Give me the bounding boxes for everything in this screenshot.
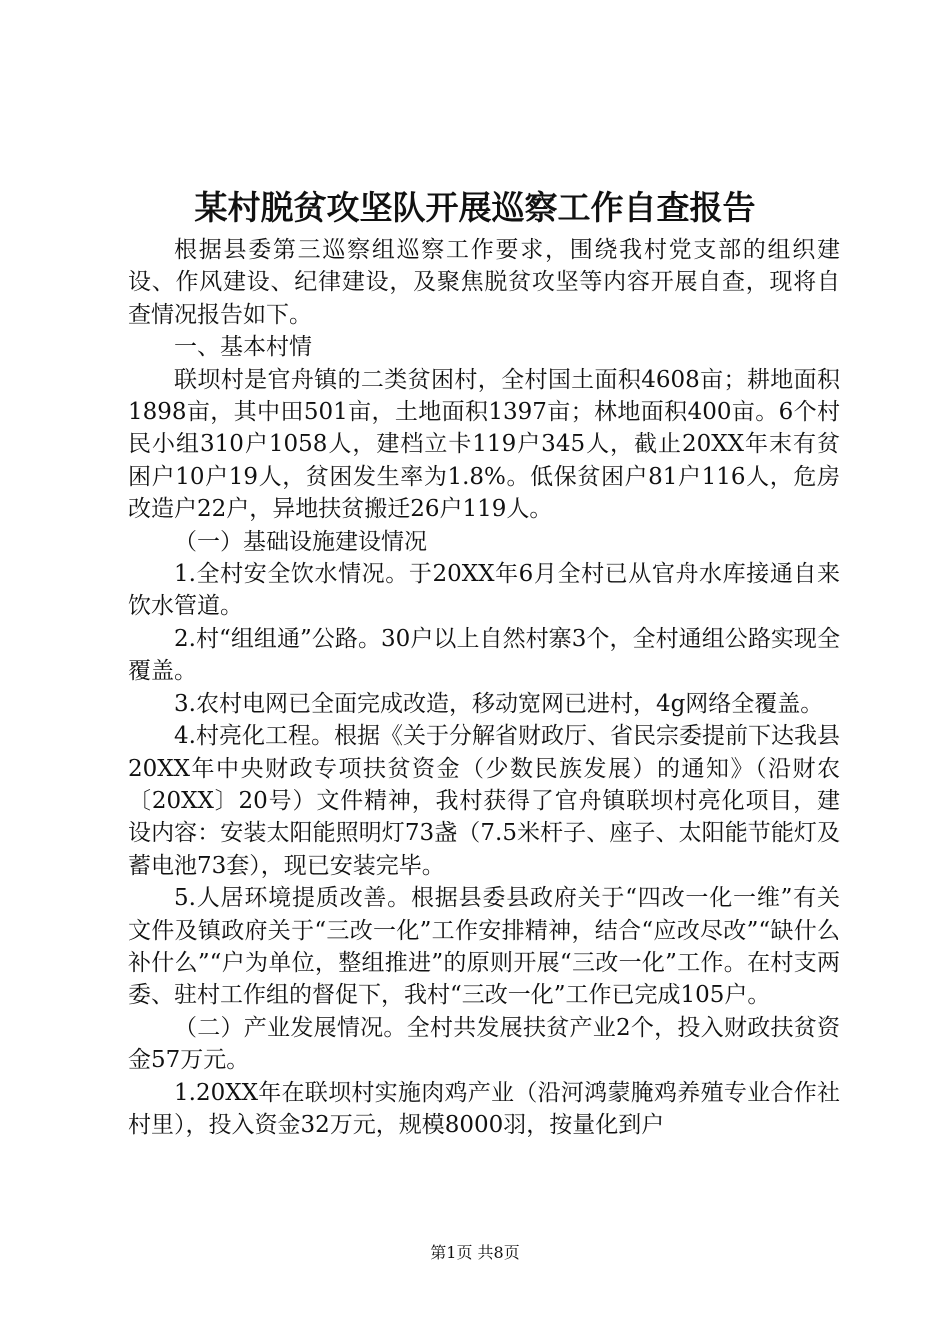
paragraph-grid: 3.农村电网已全面完成改造，移动宽网已进村，4g网络全覆盖。 [174, 690, 824, 717]
paragraph-intro: 根据县委第三巡察组巡察工作要求，围绕我村党支部的组织建设、作风建设、纪律建设，及聚焦脱贫攻坚等内容开展自查，现将自查情况报告如下。 [128, 237, 840, 328]
paragraph-chicken-industry: 1.20XX年在联坝村实施肉鸡产业（沿河鸿蒙腌鸡养殖专业合作社村里），投入资金32万元，规模8000羽，按量化到户 [128, 1079, 840, 1138]
paragraph-lighting: 4.村亮化工程。根据《关于分解省财政厅、省民宗委提前下达我县20XX年中央财政专项扶贫资金（少数民族发展）的通知》（沿财农〔20XX〕20号）文件精神，我村获得了官舟镇联坝村亮化项目，建设内容：安装太阳能照明灯73盏（7.5米杆子、座子、太阳能节能灯及蓄电池73套），现已安装完毕。 [128, 723, 840, 879]
heading-industry: （二）产业发展情况。全村共发展扶贫产业2个，投入财政扶贫资金57万元。 [128, 1014, 840, 1074]
document-title: 某村脱贫攻坚队开展巡察工作自查报告 [194, 188, 756, 227]
paragraph-environment: 5.人居环境提质改善。根据县委县政府关于“四改一化一维”有关文件及镇政府关于“三改一化”工作安排精神，结合“应改尽改”“缺什么补什么”“户为单位，整组推进”的原则开展“三改一化”工作。在村支两委、驻村工作组的督促下，我村“三改一化”工作已完成105户。 [128, 885, 840, 1009]
heading-infrastructure: （一）基础设施建设情况 [174, 528, 427, 555]
paragraph-road: 2.村“组组通”公路。30户以上自然村寨3个，全村通组公路实现全覆盖。 [128, 625, 840, 685]
paragraph-village-info: 联坝村是官舟镇的二类贫困村，全村国土面积4608亩；耕地面积1898亩，其中田501亩，土地面积1397亩；林地面积400亩。6个村民小组310户1058人，建档立卡119户345人，截止20XX年末有贫困户10户19人，贫困发生率为1.8%。低保贫困户81户116人，危房改造户22户，异地扶贫搬迁26户119人。 [128, 366, 840, 523]
document-body [128, 234, 840, 1141]
paragraph-water: 1.全村安全饮水情况。于20XX年6月全村已从官舟水库接通自来饮水管道。 [128, 561, 840, 620]
heading-basic-info: 一、基本村情 [174, 334, 312, 361]
page-footer: 第1页 共8页 [430, 1243, 520, 1262]
